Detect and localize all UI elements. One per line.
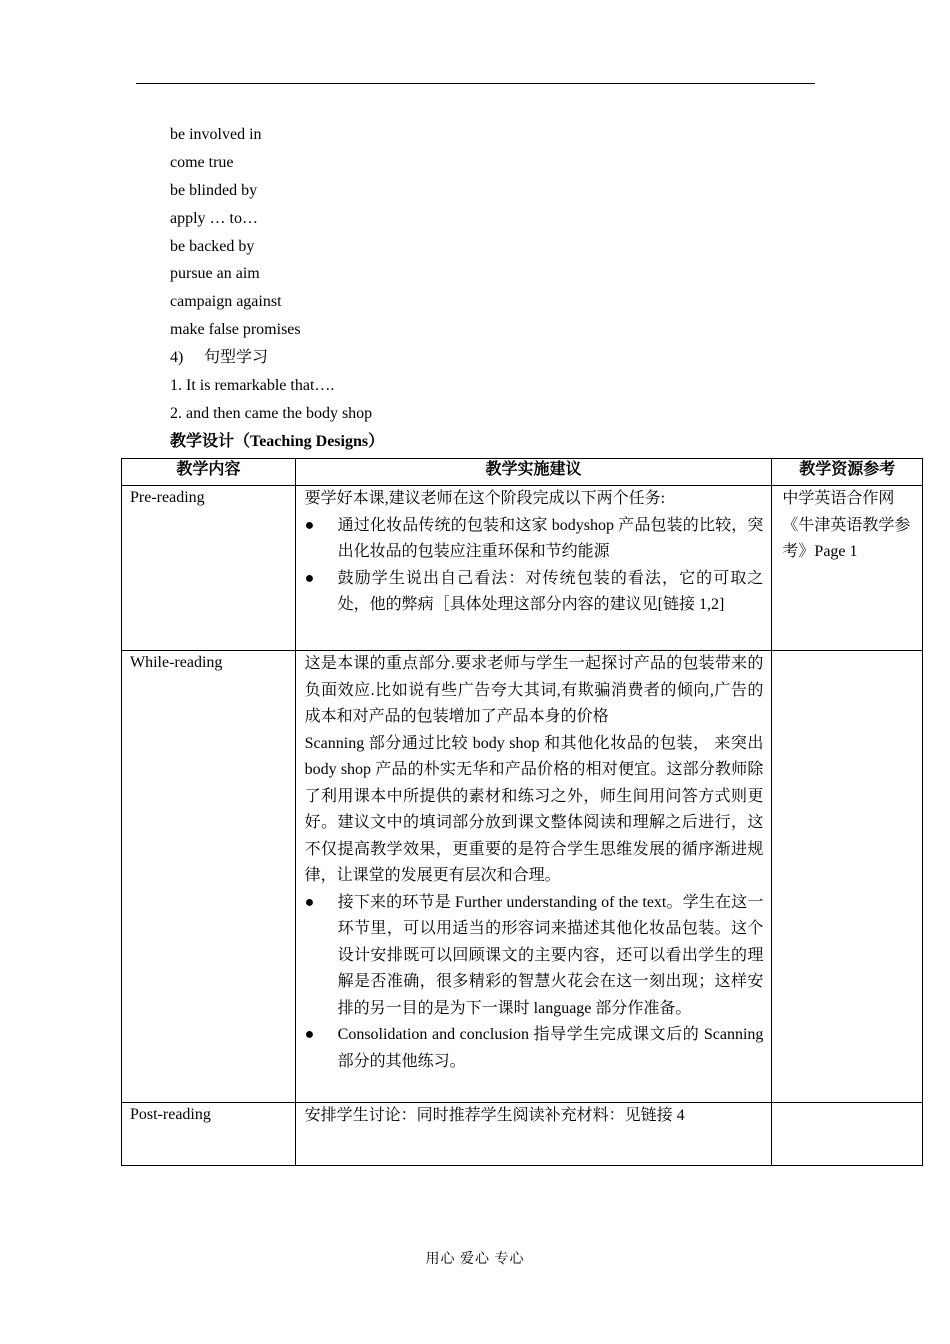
- resource-cell: 中学英语合作网《牛津英语教学参考》Page 1: [772, 486, 923, 651]
- phrase-item: apply … to…: [170, 209, 258, 227]
- header-content: 教学内容: [122, 459, 296, 486]
- phrase-item: be involved in: [170, 126, 262, 143]
- section-heading-sentence-patterns: [170, 344, 384, 372]
- bullet-dot-icon: ●: [304, 893, 315, 911]
- phrase-item: be backed by: [170, 237, 255, 255]
- suggestion-paragraph: Scanning 部分通过比较 body shop 和其他化妆品的包装， 来突出 body shop 产品的朴实无华和产品价格的相对便宜。这部分教师除了利用课本中所提供的素材和练习之外，师生间用问答方式则更好。建议文中的填词部分放到课文整体阅读和理解之后进行，这不仅提高教学效果，更重要的是符合学生思维发展的循序渐进规律，让课堂的发展更有层次和合理。: [304, 734, 764, 884]
- suggestion-intro: 要学好本课,建议老师在这个阶段完成以下两个任务:: [304, 490, 666, 507]
- phrase-list: [170, 121, 384, 456]
- resource-cell: [772, 1103, 923, 1166]
- page-footer: 用心 爱心 专心: [425, 1252, 525, 1267]
- header-rule: [136, 83, 815, 84]
- bullet-item: [305, 513, 764, 566]
- bullet-dot-icon: ●: [304, 569, 315, 587]
- phrase-item: make false promises: [170, 321, 301, 339]
- bullet-item: [305, 1022, 764, 1075]
- stage-cell: Post-reading: [122, 1103, 296, 1166]
- bullet-item: [305, 566, 764, 619]
- phrase-item: campaign against: [170, 293, 282, 311]
- resource-cell: [772, 651, 923, 1103]
- header-resources: 教学资源参考: [772, 459, 923, 486]
- bullet-item: [305, 890, 764, 1023]
- header-suggestions: 教学实施建议: [295, 459, 772, 486]
- teaching-design-table: [121, 458, 923, 1166]
- bullet-text: 鼓励学生说出自己看法：对传统包装的看法，它的可取之处，他的弊病［具体处理这部分内容的建议见[链接 1,2]: [337, 569, 764, 613]
- section-number: 4): [170, 349, 184, 367]
- bullet-text: 接下来的环节是 Further understanding of the text。学生在这一环节里，可以用适当的形容词来描述其他化妆品包装。这个设计安排既可以回顾课文的主要内容，还可以看出学生的理解是否准确，很多精彩的智慧火花会在这一刻出现；这样安排的另一目的是为下一课时 language 部分作准备。: [337, 893, 764, 1017]
- phrase-item: come true: [170, 153, 234, 171]
- phrase-item: be blinded by: [170, 181, 258, 199]
- table-row-while-reading: [122, 651, 923, 1103]
- section-label: 句型学习: [204, 349, 269, 367]
- suggestion-cell: [295, 651, 772, 1103]
- table-row-pre-reading: [122, 486, 923, 651]
- suggestion-cell: [295, 1103, 772, 1166]
- suggestion-cell: [295, 486, 772, 651]
- bullet-dot-icon: ●: [304, 516, 315, 534]
- stage-cell: While-reading: [122, 651, 296, 1103]
- sentence-item: 1. It is remarkable that….: [170, 377, 335, 395]
- suggestion-paragraph: 这是本课的重点部分.要求老师与学生一起探讨产品的包装带来的负面效应.比如说有些广告夸大其词,有欺骗消费者的倾向,广告的成本和对产品的包装增加了产品本身的价格: [304, 655, 764, 725]
- bullet-dot-icon: ●: [304, 1026, 315, 1043]
- bullet-text: Consolidation and conclusion 指导学生完成课文后的 Scanning 部分的其他练习。: [337, 1026, 764, 1070]
- bullet-text: 通过化妆品传统的包装和这家 bodyshop 产品包装的比较，突出化妆品的包装应注重环保和节约能源: [337, 516, 764, 560]
- stage-cell: Pre-reading: [122, 486, 296, 651]
- table-header-row: [122, 459, 923, 486]
- suggestion-paragraph: 安排学生讨论：同时推荐学生阅读补充材料：见链接 4: [304, 1107, 685, 1124]
- table-row-post-reading: [122, 1103, 923, 1166]
- design-title: 教学设计（Teaching Designs）: [170, 432, 385, 450]
- phrase-item: pursue an aim: [170, 265, 260, 283]
- sentence-item: 2. and then came the body shop: [170, 404, 373, 422]
